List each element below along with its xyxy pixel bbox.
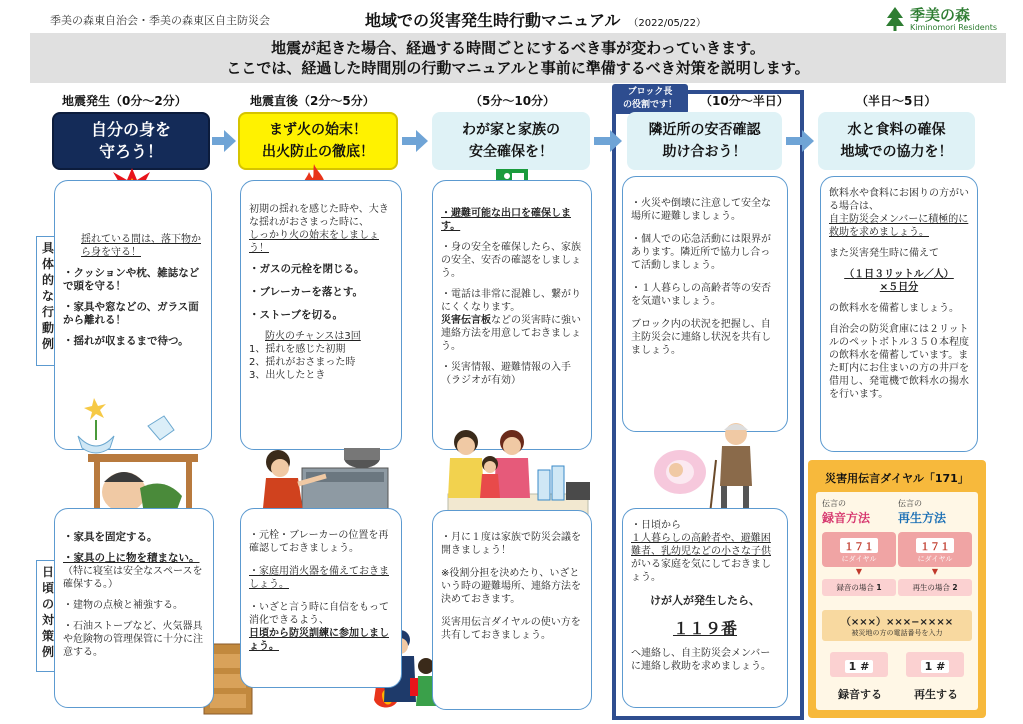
daily-4-item-4: けが人が発生したら、 <box>650 594 760 607</box>
slogan-2-line-1: まず火の始末！ <box>269 122 367 138</box>
family-with-supplies-illustration <box>438 424 598 524</box>
phase-label-5: （半日〜5日） <box>856 94 937 108</box>
phone-number-caption: 被災地の方の電話番号を入力 <box>851 629 943 637</box>
slogan-phase-4 <box>627 112 782 170</box>
logo-sub-text: Kiminomori Residents <box>910 23 998 32</box>
slogan-3-line-2: 安全確保を！ <box>469 144 553 160</box>
daily-4-item-6: へ連絡し、自主防災会メンバーに連絡し救助を求めましょう。 <box>631 648 771 672</box>
actions-5-item-7: 自治会の防災倉庫には２リットルのペットボトル３５０本程度の飲料水を備蓄しています。また町内にお住まいの方の井戸を借用し、発電機で飲料水の揚水を行います。 <box>829 324 969 400</box>
daily-card-4 <box>622 508 788 708</box>
daily-1-item-5: ・石油ストーブなど、火気器具や危険物の管理保管に十分に注意する。 <box>63 621 203 658</box>
actions-1-item-3: ・家具や窓などの、ガラス面から離れる！ <box>63 301 199 326</box>
actions-2-item-8: 2、揺れがおさまった時 <box>249 357 356 368</box>
record-key-171: １７１ <box>840 538 878 553</box>
daily-2-item-1: ・元栓・ブレーカーの位置を再確認しておきましょう。 <box>249 530 389 554</box>
daily-4-item-3: がいる家庭を気にしておきましょう。 <box>631 559 771 583</box>
elderly-and-baby-illustration <box>650 420 760 516</box>
playback-small-label: 伝言の <box>898 499 922 508</box>
actions-1-item-4: ・揺れが収まるまで待つ。 <box>63 335 189 347</box>
actions-3-item-3: ・電話は非常に混雑し、繋がりにくくなります。 <box>441 289 581 313</box>
slogan-phase-1 <box>52 112 210 170</box>
daily-2-item-4: 日頃から防災訓練に参加しましょう。 <box>249 628 389 652</box>
actions-5-item-1: 飲料水や食料にお困りの方がいる場合は、 <box>829 188 969 212</box>
tree-logo-icon <box>884 6 906 32</box>
actions-3-item-6: ・災害情報、避難情報の入手（ラジオが有効） <box>441 362 571 386</box>
disaster-dial-panel <box>808 460 986 718</box>
actions-3-item-4: 災害伝言板 <box>441 315 491 326</box>
actions-1-item-2: ・クッションや枕、雑誌などで頭を守る！ <box>63 267 200 292</box>
actions-1-item-1: 揺れている間は、落下物から身を守る！ <box>81 234 201 258</box>
actions-3-item-1: ・避難可能な出口を確保します。 <box>441 208 571 232</box>
actions-2-item-3: ・ガスの元栓を閉じる。 <box>249 263 365 275</box>
daily-1-item-3: （特に寝室は安全なスペースを確保する。） <box>63 566 203 590</box>
dial-instructions <box>816 492 978 710</box>
chevron-down-icon: ▼ <box>855 567 863 576</box>
label-daily-measures: 日頃の対策例 <box>36 560 60 672</box>
actions-2-item-2: しっかり火の始末をしましょう！ <box>249 230 379 254</box>
actions-5-item-6: の飲料水を備蓄しましょう。 <box>829 303 959 314</box>
slogan-phase-2 <box>238 112 398 170</box>
playback-end-key-text: 1 # <box>921 660 950 673</box>
daily-4-item-1: ・日頃から <box>631 520 681 531</box>
daily-4-item-5: １１９番 <box>672 619 737 638</box>
actions-3-item-2: ・身の安全を確保したら、家族の安全、安否の確認をしましょう。 <box>441 242 581 279</box>
organization-name: 季美の森東自治会・季美の森東区自主防災会 <box>50 14 270 27</box>
phase-label-3: （5分〜10分） <box>470 94 556 108</box>
actions-5-item-5: ×５日分 <box>879 282 919 293</box>
daily-card-1 <box>54 508 214 708</box>
actions-2-item-9: 3、出火したとき <box>249 370 326 381</box>
playback-step-number: 2 <box>952 583 958 592</box>
playback-key-171: １７１ <box>916 538 954 553</box>
record-step-label: 録音の場合 <box>836 583 874 592</box>
record-column <box>822 498 896 596</box>
phone-number-mask: （×××）×××−×××× <box>840 617 954 628</box>
slogan-1-line-1: 自分の身を <box>90 120 171 139</box>
slogan-4-line-1: 隣近所の安否確認 <box>648 122 761 138</box>
slogan-3-line-1: わが家と家族の <box>462 122 560 138</box>
page-title <box>365 8 706 31</box>
actions-4-item-4: ブロック内の状況を把握し、自主防災会に連絡し状況を共有しましょう。 <box>631 319 771 356</box>
playback-method-label: 再生方法 <box>898 511 947 525</box>
intro-banner <box>30 33 1006 83</box>
actions-card-3 <box>432 180 592 450</box>
arrow-right-icon <box>786 130 814 152</box>
daily-2-item-3: ・いざと言う時に自信をもって消化できるよう、 <box>249 602 389 626</box>
logo <box>884 4 1004 34</box>
record-small-label: 伝言の <box>822 499 846 508</box>
arrow-right-icon <box>594 130 622 152</box>
badge-line-1: ブロック長 <box>627 87 673 97</box>
record-method-label: 録音方法 <box>822 511 871 525</box>
record-action-label: 録音する <box>838 688 882 701</box>
record-step-number: 1 <box>876 583 882 592</box>
phase-label-4: （10分〜半日） <box>700 94 789 108</box>
slogan-phase-3 <box>432 112 590 170</box>
actions-2-item-1: 初期の揺れを感じた時や、大きな揺れがおさまった時に、 <box>249 204 389 228</box>
slogan-5-line-1: 水と食料の確保 <box>847 122 946 138</box>
chevron-down-icon: ▼ <box>931 567 939 576</box>
playback-step <box>898 579 972 596</box>
daily-card-3 <box>432 510 592 710</box>
person-under-table-illustration <box>64 396 204 524</box>
dial-title: 災害用伝言ダイヤル「171」 <box>825 472 969 485</box>
slogan-1-line-2: 守ろう！ <box>98 142 163 161</box>
banner-line-2: ここでは、経過した時間別の行動マニュアルと事前に準備するべき対策を説明します。 <box>226 59 810 77</box>
phone-number-entry <box>822 610 972 641</box>
phase-label-1: 地震発生（0分〜2分） <box>62 94 187 108</box>
playback-column <box>898 498 972 596</box>
daily-2-item-2: ・家庭用消火器を備えておきましょう。 <box>249 566 389 590</box>
slogan-4-line-2: 助け合おう！ <box>662 144 747 160</box>
actions-5-item-3: また災害発生時に備えて <box>829 248 939 259</box>
slogan-5-line-2: 地域での協力を！ <box>840 144 953 160</box>
banner-line-1: 地震が起きた場合、経過する時間ごとにするべき事が変わっていきます。 <box>271 39 765 57</box>
playback-key-caption: にダイヤル <box>917 555 953 563</box>
date-label: （2022/05/22） <box>628 18 707 29</box>
actions-5-item-4: （１日３リットル／人） <box>844 269 954 280</box>
actions-2-item-7: 1、揺れを感じた初期 <box>249 344 346 355</box>
label-concrete-actions: 具体的な行動例 <box>36 236 60 366</box>
actions-3-item-5: などの災害時に強い連絡方法を用意しておきましょう。 <box>441 315 581 352</box>
actions-card-4 <box>622 176 788 432</box>
phase-label-2: 地震直後（2分〜5分） <box>250 94 375 108</box>
actions-4-item-3: ・１人暮らしの高齢者等の安否を気遣いましょう。 <box>631 283 771 307</box>
daily-4-item-2: １人暮らしの高齢者や、避難困難者、乳幼児などの小さな子供 <box>631 533 771 557</box>
slogan-2-line-2: 出火防止の徹底！ <box>262 144 374 160</box>
record-dial-key <box>822 532 896 567</box>
daily-3-item-3: 災害用伝言ダイヤルの使い方を共有しておきましょう。 <box>441 617 581 641</box>
playback-dial-key <box>898 532 972 567</box>
actions-card-2 <box>240 180 402 450</box>
daily-3-item-1: ・月に１度は家族で防災会議を開きましょう！ <box>441 532 581 556</box>
logo-main-text: 季美の森 <box>910 6 971 24</box>
daily-1-item-1: ・家具を固定する。 <box>63 531 158 543</box>
record-step <box>822 579 896 596</box>
arrow-right-icon <box>212 130 236 152</box>
badge-line-2: の役割です！ <box>622 100 677 110</box>
actions-2-item-6: 防火のチャンスは3回 <box>265 331 361 342</box>
actions-2-item-4: ・ブレーカーを落とす。 <box>249 286 364 298</box>
actions-4-item-2: ・個人での応急活動には限界があります。隣近所で協力し合って活動しましょう。 <box>631 234 771 271</box>
block-leader-badge <box>612 84 688 114</box>
record-end-key <box>830 652 888 677</box>
record-end-key-text: 1 # <box>845 660 874 673</box>
record-key-caption: にダイヤル <box>841 555 877 563</box>
playback-action-label: 再生する <box>914 688 958 701</box>
actions-4-item-1: ・火災や倒壊に注意して安全な場所に避難しましょう。 <box>631 198 771 222</box>
daily-3-item-2: ※役割分担を決めたり、いざという時の避難場所、連絡方法を決めておきます。 <box>441 568 581 605</box>
daily-1-item-2: ・家具の上に物を積まない。 <box>63 552 200 564</box>
slogan-phase-5 <box>818 112 975 170</box>
daily-card-2 <box>240 508 402 688</box>
actions-5-item-2: 自主防災会メンバーに積極的に救助を求めましょう。 <box>829 214 969 238</box>
playback-end-key <box>906 652 964 677</box>
arrow-right-icon <box>402 130 428 152</box>
daily-1-item-4: ・建物の点検と補強する。 <box>63 600 183 611</box>
actions-card-5 <box>820 176 978 452</box>
playback-step-label: 再生の場合 <box>912 583 950 592</box>
actions-2-item-5: ・ストーブを切る。 <box>249 309 343 321</box>
title-text: 地域での災害発生時行動マニュアル <box>365 11 621 30</box>
